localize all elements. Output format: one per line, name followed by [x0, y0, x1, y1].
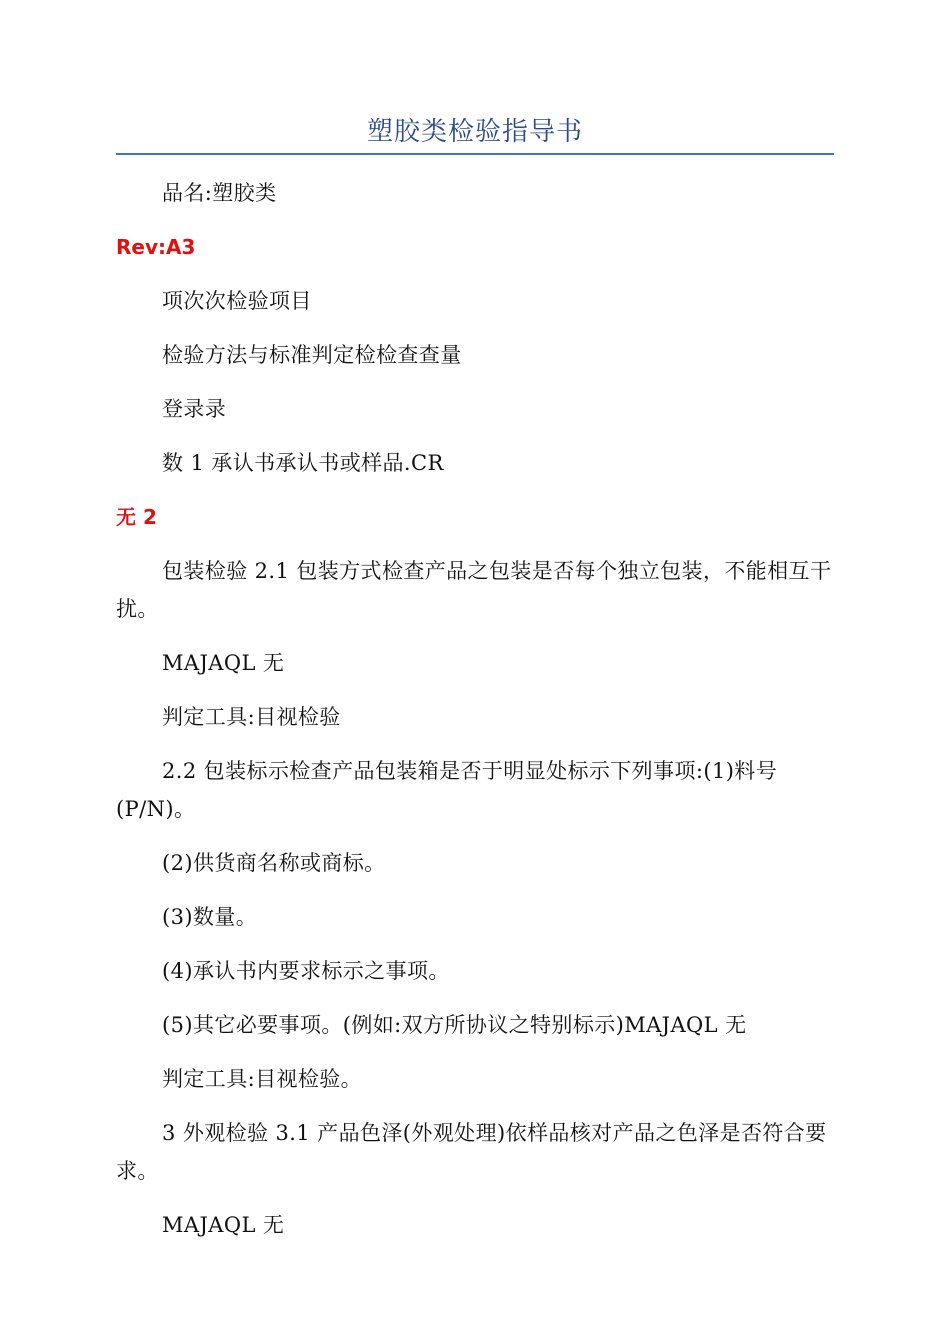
paragraph-tool-2: 判定工具:目视检验。 — [162, 1067, 363, 1091]
paragraph-item-2-marker: 无 2 — [116, 505, 157, 529]
paragraph-method-header: 检验方法与标准判定检检查查量 — [162, 343, 462, 367]
paragraph-item-header: 项次次检验项目 — [162, 289, 312, 313]
paragraph-aql-3: MAJAQL 无 — [162, 1213, 285, 1237]
paragraph-tool-1: 判定工具:目视检验 — [162, 705, 341, 729]
paragraph-label-3: (3)数量。 — [162, 905, 258, 929]
paragraph-revision: Rev:A3 — [116, 235, 196, 259]
document-body — [116, 174, 834, 1244]
paragraph-packaging-2-2: 2.2 包装标示检查产品包装箱是否于明显处标示下列事项:(1)料号(P/N)。 — [116, 759, 778, 821]
paragraph-item-1: 数 1 承认书承认书或样品.CR — [162, 451, 444, 475]
paragraph-label-5: (5)其它必要事项。(例如:双方所协议之特别标示)MAJAQL 无 — [162, 1013, 747, 1037]
paragraph-label-2: (2)供货商名称或商标。 — [162, 851, 386, 875]
paragraph-aql-1: MAJAQL 无 — [162, 651, 285, 675]
paragraph-appearance-3-1: 3 外观检验 3.1 产品色泽(外观处理)依样品核对产品之色泽是否符合要求。 — [116, 1121, 827, 1183]
paragraph-product-name: 品名:塑胶类 — [162, 181, 277, 205]
document-title: 塑胶类检验指导书 — [366, 117, 583, 147]
paragraph-label-4: (4)承认书内要求标示之事项。 — [162, 959, 450, 983]
title-underline — [116, 153, 834, 155]
paragraph-record-header: 登录录 — [162, 397, 227, 421]
paragraph-packaging-2-1: 包装检验 2.1 包装方式检查产品之包装是否每个独立包装，不能相互干扰。 — [116, 559, 832, 621]
